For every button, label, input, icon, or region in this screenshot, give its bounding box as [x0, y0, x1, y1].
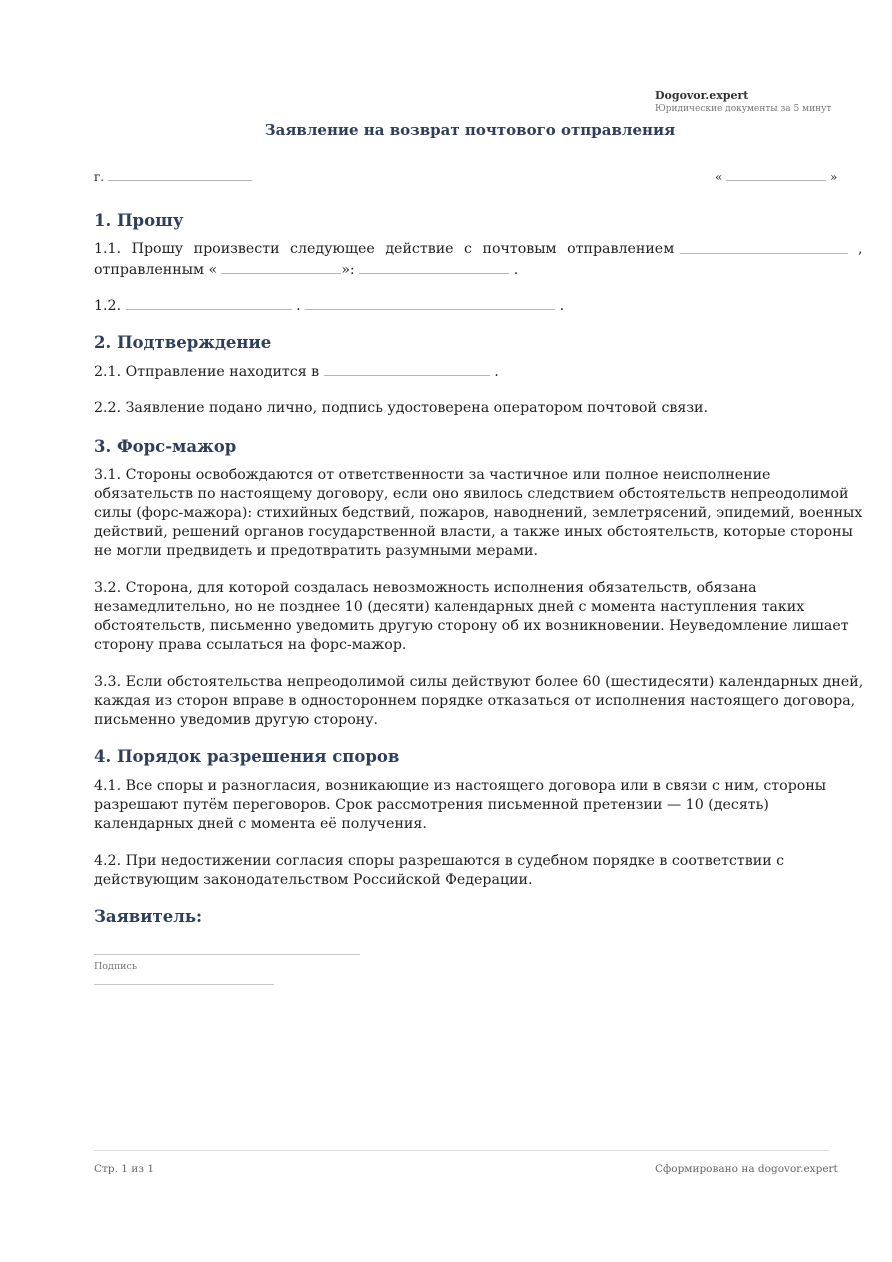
clause-4-2-paragraph: 4.2. При недостижении согласия споры разрешаются в судебном порядке в соответствии с действующим законодательством Российской Федерации. [94, 853, 785, 888]
brand-name: Dogovor.expert [655, 89, 749, 102]
clause-4-1-paragraph: 4.1. Все споры и разногласия, возникающие из настоящего договора или в связи с ним, стороны разрешают путём переговоров. Срок рассмотрения письменной претензии — 10 (десять) календарных дней с момента её получения. [94, 778, 827, 832]
sent-details-blank-field[interactable] [359, 261, 509, 274]
date-close-quote: » [830, 170, 838, 184]
clause-1-2-blank-field-2[interactable] [305, 297, 555, 310]
section-3-heading: 3. Форс-мажор [94, 437, 237, 456]
signature-line[interactable] [94, 984, 274, 985]
clause-1-2-dot: . [296, 298, 301, 314]
brand-tagline: Юридические документы за 5 минут [655, 104, 832, 114]
document-title: Заявление на возврат почтового отправления [264, 121, 676, 139]
date-line [715, 168, 837, 184]
sent-mid: »: [341, 262, 355, 278]
city-line [94, 168, 252, 184]
clause-1-1-line-2 [94, 261, 518, 278]
clause-1-2-label: 1.2. [94, 298, 122, 314]
location-blank-field[interactable] [324, 363, 490, 376]
date-blank-field[interactable] [726, 168, 826, 181]
clause-2-1-period: . [494, 364, 499, 380]
clause-1-2-line [94, 297, 564, 314]
section-2-heading: 2. Подтверждение [94, 333, 272, 352]
clause-1-2-period: . [559, 298, 565, 314]
clause-2-2-text: 2.2. Заявление подано лично, подпись удостоверена оператором почтовой связи. [94, 400, 709, 416]
clause-1-1-text: 1.1. Прошу произвести следующее действие с почтовым отправлением [94, 241, 675, 257]
clause-3-2-paragraph: 3.2. Сторона, для которой создалась невозможность исполнения обязательств, обязана незамедлительно, но не позднее 10 (десяти) календарных дней с момента наступления таких обстоятельств, письменно уведомить другую сторону об их возникновении. Неуведомление лишает сторону права ссылаться на форс-мажор. [94, 580, 849, 653]
postal-item-blank-field[interactable] [680, 241, 848, 254]
footer-page-number: Стр. 1 из 1 [94, 1163, 155, 1175]
section-4-heading: 4. Порядок разрешения споров [94, 747, 400, 766]
section-1-heading: 1. Прошу [94, 211, 184, 230]
clause-3-3-paragraph: 3.3. Если обстоятельства непреодолимой силы действуют более 60 (шестидесяти) календарных дней, каждая из сторон вправе в одностороннем порядке отказаться от исполнения настоящего договора, письменно уведомив другую сторону. [94, 674, 864, 728]
clause-1-1-comma: , [858, 241, 863, 257]
clause-3-1-paragraph: 3.1. Стороны освобождаются от ответственности за частичное или полное неисполнение обязательств по настоящему договору, если оно явилось следствием обстоятельств непреодолимой силы (форс-мажора): стихийных бедствий, пожаров, наводнений, землетрясений, эпидемий, военных действий, решений органов государственной власти, а также иных обстоятельств, которые стороны не могли предвидеть и предотвратить разумными мерами. [94, 467, 863, 559]
city-prefix: г. [94, 170, 105, 184]
footer-divider [94, 1150, 829, 1151]
clause-2-1-line [94, 363, 499, 380]
clause-1-1-item-blank-wrap [680, 241, 848, 258]
date-open-quote: « [715, 170, 723, 184]
clause-1-2-blank-field-1[interactable] [126, 297, 292, 310]
footer-generated: Сформировано на dogovor.expert [655, 1163, 838, 1175]
applicant-heading: Заявитель: [94, 907, 203, 926]
applicant-name-line[interactable] [94, 954, 360, 955]
city-blank-field[interactable] [108, 168, 252, 181]
sent-prefix: отправленным « [94, 262, 218, 278]
sent-date-blank-field[interactable] [221, 261, 341, 274]
clause-2-1-text: 2.1. Отправление находится в [94, 364, 320, 380]
clause-1-1-period: . [513, 262, 519, 278]
signature-caption: Подпись [94, 961, 138, 972]
